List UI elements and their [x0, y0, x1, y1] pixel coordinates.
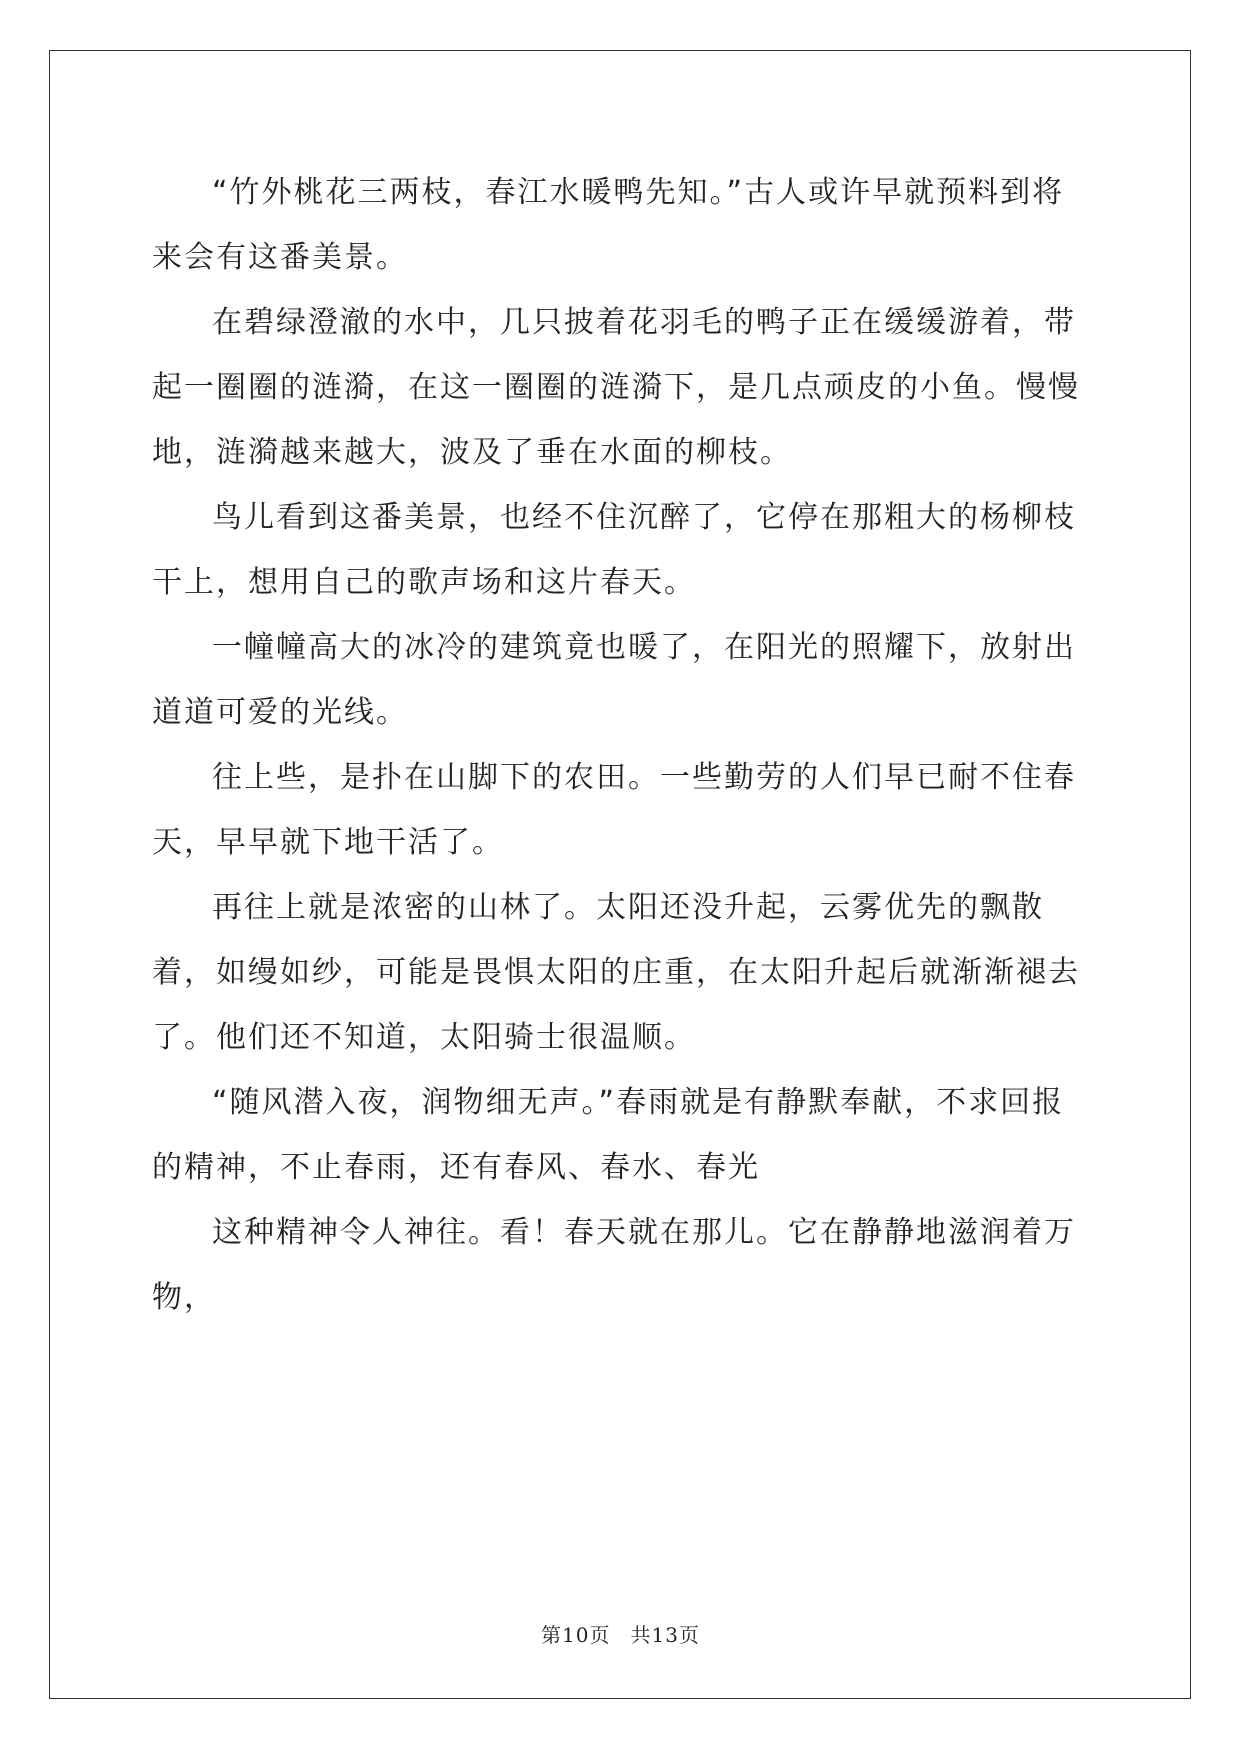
paragraph: 在碧绿澄澈的水中，几只披着花羽毛的鸭子正在缓缓游着，带起一圈圈的涟漪，在这一圈圈的涟漪下，是几点顽皮的小鱼。慢慢地，涟漪越来越大，波及了垂在水面的柳枝。 [152, 305, 1080, 470]
paragraph: “随风潜入夜，润物细无声。”春雨就是有静默奉献，不求回报的精神，不止春雨，还有春风、春水、春光 [152, 1085, 1065, 1185]
paragraph: 这种精神令人神往。看！春天就在那儿。它在静静地滋润着万物， [152, 1215, 1076, 1315]
paragraph: 鸟儿看到这番美景，也经不住沉醉了，它停在那粗大的杨柳枝干上，想用自己的歌声场和这片春天。 [152, 500, 1076, 600]
page-number: 第10页 [541, 1623, 611, 1647]
page-total: 共13页 [630, 1623, 700, 1647]
document-body [152, 160, 1095, 1330]
paragraph: 一幢幢高大的冰冷的建筑竟也暖了，在阳光的照耀下，放射出道道可爱的光线。 [152, 630, 1076, 730]
paragraph: “竹外桃花三两枝，春江水暖鸭先知。”古人或许早就预料到将来会有这番美景。 [152, 175, 1065, 275]
paragraph: 往上些，是扑在山脚下的农田。一些勤劳的人们早已耐不住春天，早早就下地干活了。 [152, 760, 1076, 860]
paragraph: 再往上就是浓密的山林了。太阳还没升起，云雾优先的飘散着，如缦如纱，可能是畏惧太阳的庄重，在太阳升起后就渐渐褪去了。他们还不知道，太阳骑士很温顺。 [152, 890, 1080, 1055]
page-footer [0, 1619, 1241, 1648]
